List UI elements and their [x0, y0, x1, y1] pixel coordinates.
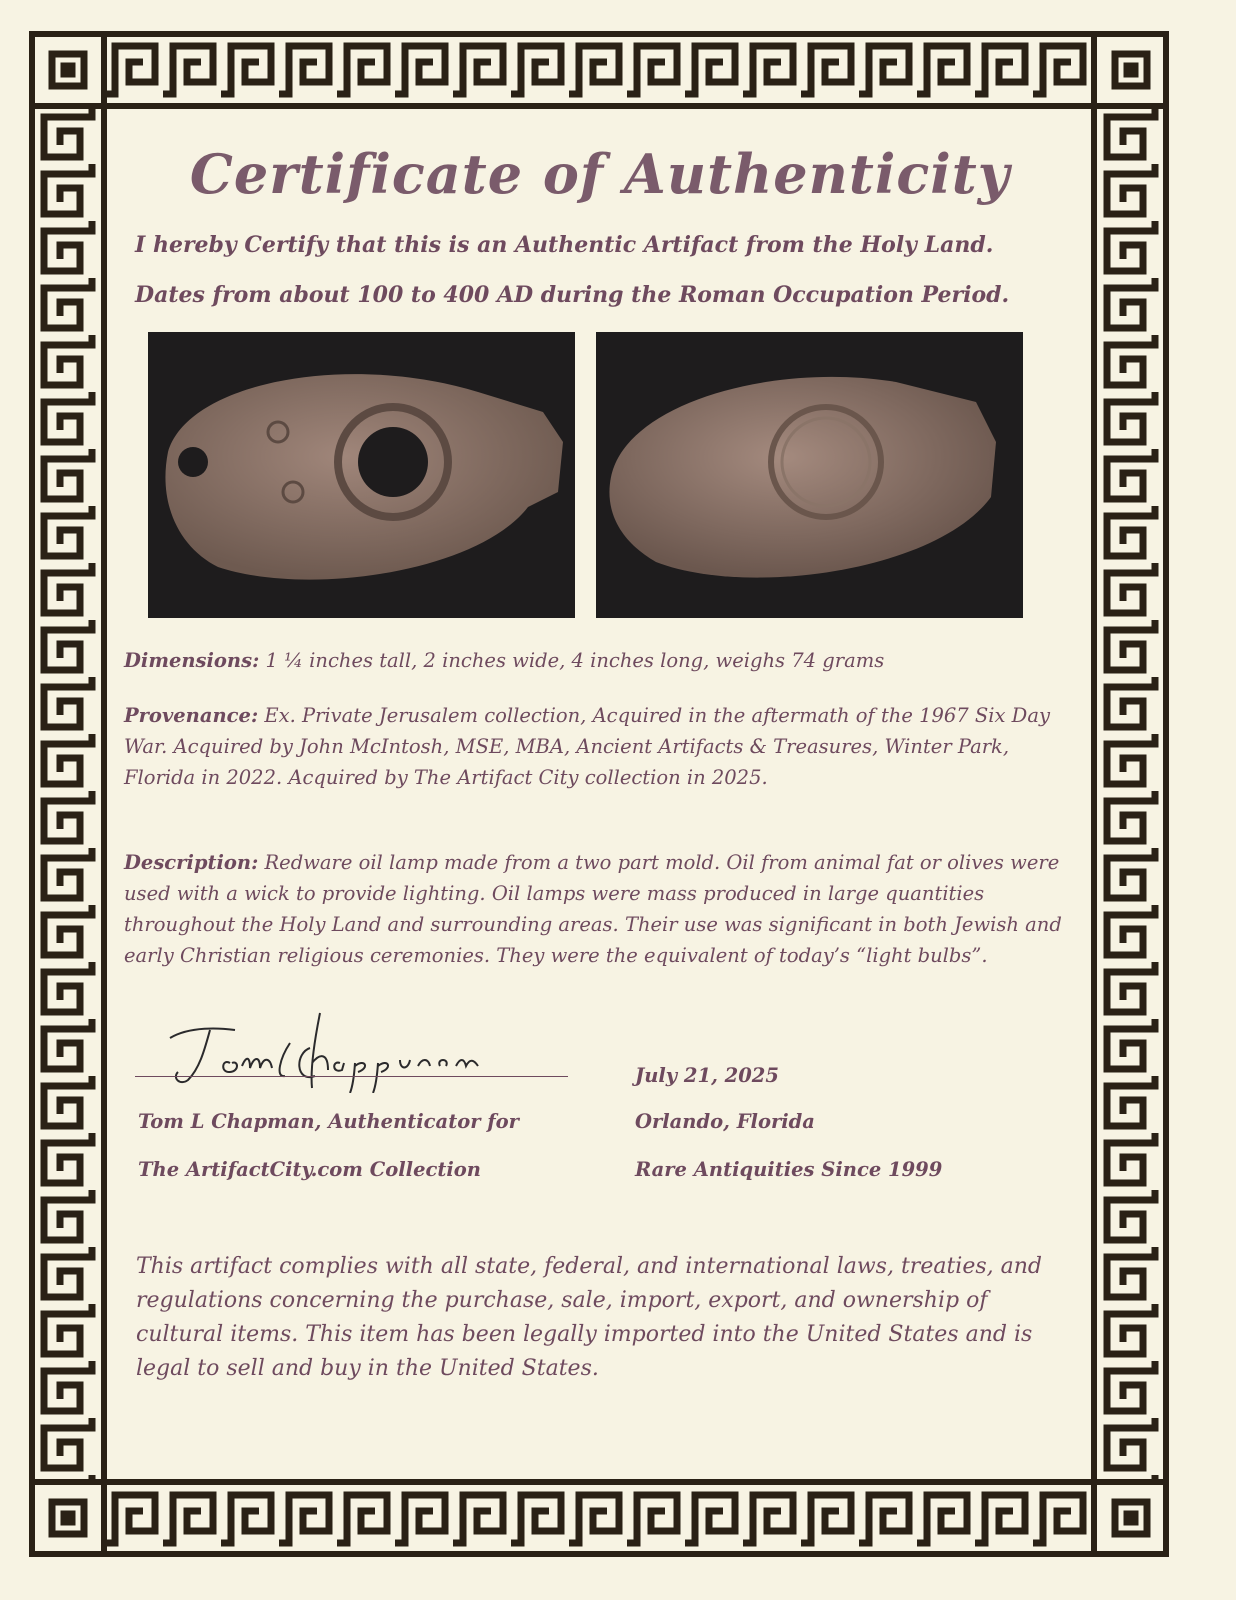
authenticator-name: Tom L Chapman, Authenticator for	[138, 1110, 519, 1133]
dimensions	[124, 645, 1064, 676]
provenance-label: Provenance:	[124, 704, 259, 727]
artifact-photo-bottom	[596, 332, 1023, 618]
dimensions-label: Dimensions:	[124, 649, 260, 672]
handwritten-signature	[160, 1008, 510, 1093]
legal-compliance-statement: This artifact complies with all state, federal, and international laws, treaties, and regulations concerning the purchase, sale, import, export, and ownership of cultural items. This item has been legally imported into the United States and is legal to sell and buy in the United States.	[136, 1254, 1042, 1381]
description	[124, 847, 1064, 971]
artifact-photo-top	[148, 332, 575, 618]
description-label: Description:	[124, 851, 259, 874]
provenance-text: Ex. Private Jerusalem collection, Acquired in the aftermath of the 1967 Six Day War. Acquired by John McIntosh, MSE, MBA, Ancient Artifacts & Treasures, Winter Park, Florida in 2022. Acquired by The Artifact City collection in 2025.	[124, 704, 1050, 789]
dimensions-text: 1 ¼ inches tall, 2 inches wide, 4 inches long, weighs 74 grams	[259, 649, 885, 672]
signature-line	[135, 1076, 568, 1077]
description-text: Redware oil lamp made from a two part mold. Oil from animal fat or olives were used with a wick to provide lighting. Oil lamps were mass produced in large quantities throughout the Holy Land and surrounding areas. Their use was significant in both Jewish and early Christian religious ceremonies. They were the equivalent of today’s “light bulbs”.	[124, 851, 1062, 967]
provenance	[124, 700, 1064, 793]
certificate-location: Orlando, Florida	[635, 1110, 815, 1133]
certification-statement: I hereby Certify that this is an Authentic Artifact from the Holy Land.	[135, 232, 994, 258]
certificate-date: July 21, 2025	[635, 1064, 779, 1087]
certificate-title: Certificate of Authenticity	[189, 142, 1011, 206]
date-statement: Dates from about 100 to 400 AD during the Roman Occupation Period.	[135, 282, 1010, 308]
certificate-body	[110, 110, 1090, 1475]
company-tagline: Rare Antiquities Since 1999	[635, 1158, 943, 1181]
collection-name: The ArtifactCity.com Collection	[138, 1158, 481, 1181]
